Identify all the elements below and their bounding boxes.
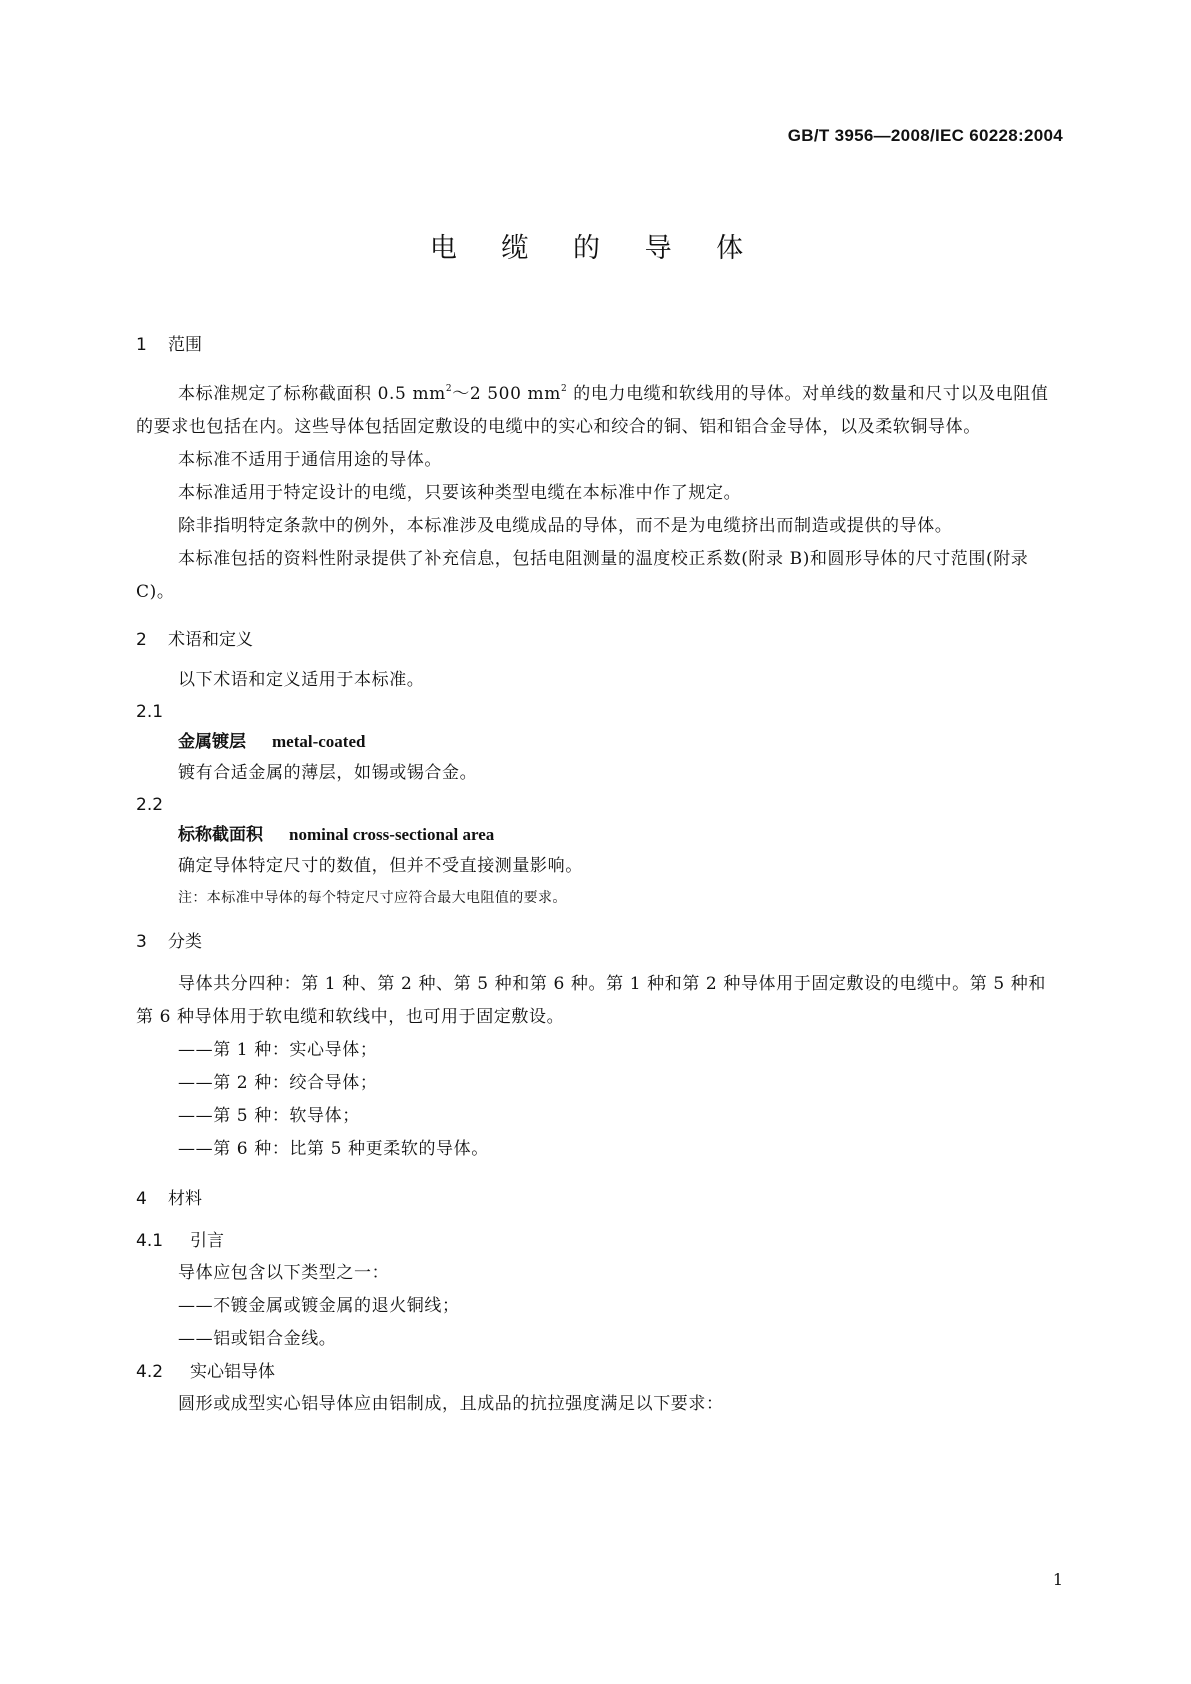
term-entry (136, 727, 1058, 757)
list-item: ——第 1 种：实心导体； (178, 1040, 378, 1060)
subsection-title: 引言 (190, 1231, 224, 1251)
section-title: 范围 (168, 335, 202, 355)
section-1-heading (136, 330, 1058, 355)
paragraph: 除非指明特定条款中的例外，本标准涉及电缆成品的导体，而不是为电缆挤出而制造或提供的导体。 (178, 516, 953, 536)
section-title: 分类 (168, 932, 202, 952)
subsection-title: 实心铝导体 (190, 1362, 275, 1382)
paragraph: 圆形或成型实心铝导体应由铝制成，且成品的抗拉强度满足以下要求： (178, 1394, 724, 1414)
document-body (136, 330, 1058, 1421)
paragraph: 导体共分四种：第 1 种、第 2 种、第 5 种和第 6 种。第 1 种和第 2 种导体用于固定敷设的电缆中。第 5 种和第 6 种导体用于软电缆和软线中，也可用于固定敷设。 (136, 974, 1046, 1027)
paragraph: 本标准规定了标称截面积 0.5 $mm^2\sim 2$ 500 $mm^2$ 的电力电缆和软线用的导体。对单线的数量和尺寸以及电阻值的要求也包括在内。这些导体包括固定敷设的电缆中的实心和绞合的铜、铝和铝合金导体，以及柔软铜导体。 (136, 384, 1049, 437)
term-zh: 标称截面积 (178, 825, 263, 845)
list-item: ——不镀金属或镀金属的退火铜线； (178, 1296, 460, 1316)
term-number: 2.2 (136, 795, 164, 815)
term-number: 2.1 (136, 702, 164, 722)
section-2-heading (136, 625, 1058, 650)
standard-number: GB/T 3956—2008/IEC 60228:2004 (787, 126, 1063, 145)
subsection-number: 4.1 (136, 1231, 164, 1251)
page-number: 1 (1052, 1570, 1063, 1589)
subsection-4-2-heading (136, 1356, 1058, 1388)
subsection-4-1-heading (136, 1225, 1058, 1257)
list-item: ——铝或铝合金线。 (178, 1329, 337, 1349)
paragraph: 本标准适用于特定设计的电缆，只要该种类型电缆在本标准中作了规定。 (178, 483, 742, 503)
list-item: ——第 6 种：比第 5 种更柔软的导体。 (178, 1139, 489, 1159)
term-definition: 镀有合适金属的薄层，如锡或锡合金。 (178, 763, 478, 783)
term-definition: 确定导体特定尺寸的数值，但并不受直接测量影响。 (178, 856, 583, 876)
paragraph: 以下术语和定义适用于本标准。 (178, 670, 425, 690)
section-number: 4 (136, 1189, 147, 1209)
paragraph: 本标准不适用于通信用途的导体。 (178, 450, 442, 470)
section-title: 术语和定义 (168, 630, 253, 650)
document-title: 电 缆 的 导 体 (429, 233, 762, 264)
term-en: nominal cross-sectional area (289, 825, 495, 844)
subsection-number: 4.2 (136, 1362, 164, 1382)
section-3-heading (136, 927, 1058, 952)
list-item: ——第 2 种：绞合导体； (178, 1073, 378, 1093)
term-entry (136, 820, 1058, 850)
paragraph: 导体应包含以下类型之一： (178, 1263, 390, 1283)
section-number: 1 (136, 335, 147, 355)
note: 注：本标准中导体的每个特定尺寸应符合最大电阻值的要求。 (178, 890, 567, 906)
term-zh: 金属镀层 (178, 732, 246, 752)
section-number: 3 (136, 932, 147, 952)
section-number: 2 (136, 630, 147, 650)
section-4-heading (136, 1184, 1058, 1209)
term-en: metal-coated (272, 732, 366, 751)
section-title: 材料 (168, 1189, 202, 1209)
paragraph: 本标准包括的资料性附录提供了补充信息，包括电阻测量的温度校正系数(附录 B)和圆形导体的尺寸范围(附录 C)。 (136, 549, 1029, 602)
list-item: ——第 5 种：软导体； (178, 1106, 360, 1126)
